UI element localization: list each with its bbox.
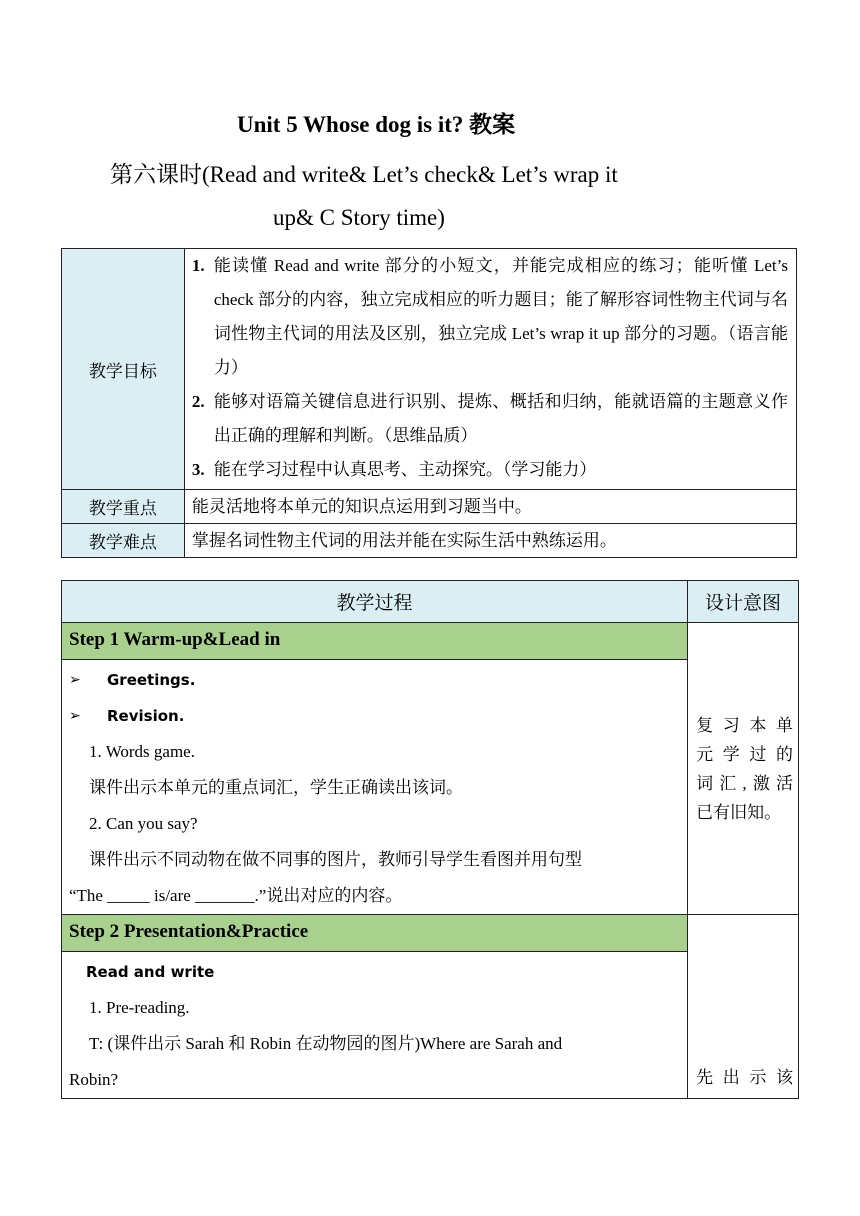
focus-header: 教学重点 <box>62 490 185 524</box>
intent-line: 已有旧知。 <box>696 802 782 822</box>
process-header: 教学过程 <box>62 581 688 623</box>
intent-line: 复习本单 <box>696 715 793 735</box>
process-table <box>61 580 799 1099</box>
intent-line: 词汇,激活 <box>696 773 793 793</box>
step1-line: 2. Can you say? <box>89 814 198 833</box>
difficulty-row <box>62 524 797 558</box>
goals-row <box>62 249 797 490</box>
goal-item <box>192 249 788 385</box>
goal-text: 能读懂 Read and write 部分的小短文，并能完成相应的练习；能听懂 Let’s check 部分的内容，独立完成相应的听力题目；能了解形容词性物主代词与名词性物主代词的用法及区别，独立完成 Let’s wrap it up 部分的习题。（语言能力） <box>213 256 788 377</box>
difficulty-header: 教学难点 <box>62 524 185 558</box>
arrow-bullet-icon: ➢ <box>69 672 81 688</box>
step1-body <box>62 660 688 915</box>
intent-header: 设计意图 <box>688 581 799 623</box>
step2-title: Step 2 Presentation&Practice <box>62 915 688 952</box>
step1-title-row <box>62 623 799 660</box>
intent-line: 元学过的 <box>696 744 793 764</box>
bullet-greetings <box>69 662 679 698</box>
goal-item <box>192 453 788 487</box>
step1-intent <box>688 623 799 915</box>
focus-row <box>62 490 797 524</box>
goal-number: 1. <box>191 256 205 275</box>
step1-line: “The _____ is/are _______.”说出对应的内容。 <box>69 886 403 905</box>
step1-line: 1. Words game. <box>89 742 195 761</box>
title-subtitle-line2: up& C Story time) <box>273 205 445 230</box>
bullet-text: Greetings. <box>107 671 196 689</box>
step1-line: 课件出示不同动物在做不同事的图片，教师引导学生看图并用句型 <box>89 850 582 869</box>
step2-line: T: (课件出示 Sarah 和 Robin 在动物园的图片)Where are Sarah and <box>89 1034 563 1053</box>
goal-item <box>192 385 788 453</box>
title-subtitle-line1: 第六课时(Read and write& Let’s check& Let’s wrap it <box>110 162 618 187</box>
difficulty-text: 掌握名词性物主代词的用法并能在实际生活中熟练运用。 <box>184 524 796 558</box>
step2-title-row <box>62 915 799 952</box>
goal-number: 3. <box>191 460 205 479</box>
goal-content <box>184 249 796 490</box>
step2-line: 1. Pre-reading. <box>89 998 190 1017</box>
goal-text: 能够对语篇关键信息进行识别、提炼、概括和归纳，能就语篇的主题意义作出正确的理解和判断。（思维品质） <box>213 392 788 445</box>
goal-header: 教学目标 <box>62 249 185 490</box>
title-main: Unit 5 Whose dog is it? 教案 <box>237 112 516 137</box>
focus-text: 能灵活地将本单元的知识点运用到习题当中。 <box>184 490 796 524</box>
step1-title: Step 1 Warm-up&Lead in <box>62 623 688 660</box>
step1-line: 课件出示本单元的重点词汇，学生正确读出该词。 <box>89 778 463 797</box>
arrow-bullet-icon: ➢ <box>69 708 81 724</box>
goals-table <box>61 248 797 558</box>
step2-line: Robin? <box>69 1070 119 1089</box>
goal-text: 能在学习过程中认真思考、主动探究。（学习能力） <box>213 460 597 479</box>
step2-body <box>62 952 688 1099</box>
goal-number: 2. <box>191 392 205 411</box>
process-header-row <box>62 581 799 623</box>
step2-intent: 先出示该 <box>688 915 799 1099</box>
bullet-revision <box>69 698 679 734</box>
bullet-text: Revision. <box>107 707 185 725</box>
read-and-write-heading: Read and write <box>86 963 215 981</box>
